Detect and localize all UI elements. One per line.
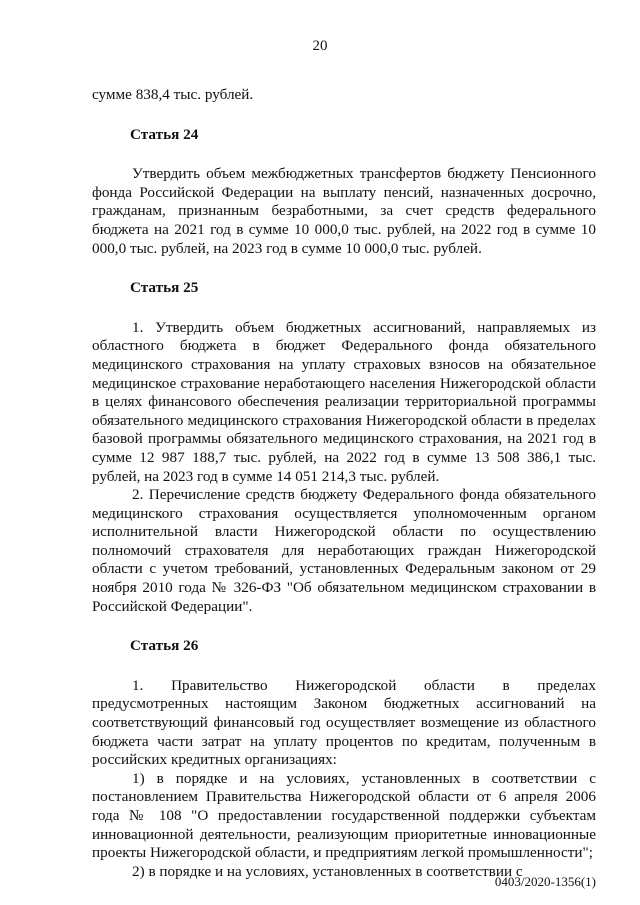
continuation-text: сумме 838,4 тыс. рублей. bbox=[92, 86, 254, 103]
article-24-text: Утвердить объем межбюджетных трансфертов бюджету Пенсионного фонда Российской Федерации на выплату пенсий, назначенных досрочно, гражданам, признанным безработными, за счет средств федерального бюджета на 2021 год в сумме 10 000,0 тыс. рублей, на 2022 год в сумме 10 000,0 тыс. рублей, на 2023 год в сумме 10 000,0 тыс. рублей. bbox=[92, 165, 596, 257]
article-26-heading: Статья 26 bbox=[130, 637, 199, 655]
article-26-item-2: 2) в порядке и на условиях, установленных в соответствии с bbox=[132, 862, 523, 880]
article-25-paragraph-2: 2. Перечисление средств бюджету Федерального фонда обязательного медицинского страхования осуществляется уполномоченным органом исполнительной власти Нижегородской области по осуществлению полномочий страхователя для неработающих граждан Нижегородской области с учетом требований, установленных Федеральным законом от 29 ноября 2010 года № 326-ФЗ "Об обязательном медицинском страховании в Российской Федерации". bbox=[92, 486, 596, 615]
article-25-paragraph-1: 1. Утвердить объем бюджетных ассигнований, направляемых из областного бюджета в бюджет Федерального фонда обязательного медицинского страхования на уплату страховых взносов на обязательное медицинское страхование неработающего населения Нижегородской области в целях финансового обеспечения реализации территориальной программы обязательного медицинского страхования Нижегородской области в пределах базовой программы обязательного медицинского страхования, на 2021 год в сумме 12 987 188,7 тыс. рублей, на 2022 год в сумме 13 508 386,1 тыс. рублей, на 2023 год в сумме 14 051 214,3 тыс. рублей. bbox=[92, 318, 596, 485]
page-number: 20 bbox=[312, 38, 328, 54]
document-code: 0403/2020-1356(1) bbox=[494, 874, 596, 889]
article-26-paragraph-1: 1. Правительство Нижегородской области в пределах предусмотренных настоящим Законом бюджетных ассигнований на соответствующий финансовый год осуществляет возмещение из областного бюджета части затрат на уплату процентов по кредитам, полученным в российских кредитных организациях: bbox=[92, 676, 596, 769]
document-body bbox=[92, 86, 596, 881]
article-24-heading: Статья 24 bbox=[130, 125, 199, 143]
article-26-item-1: 1) в порядке и на условиях, установленных в соответствии с постановлением Правительства Нижегородской области от 6 апреля 2006 года № 108 "О предоставлении государственной поддержки субъектам инновационной деятельности, реализующим приоритетные инновационные проекты Нижегородской области, и предприятиям легкой промышленности"; bbox=[92, 769, 596, 862]
article-25-heading: Статья 25 bbox=[130, 279, 199, 297]
